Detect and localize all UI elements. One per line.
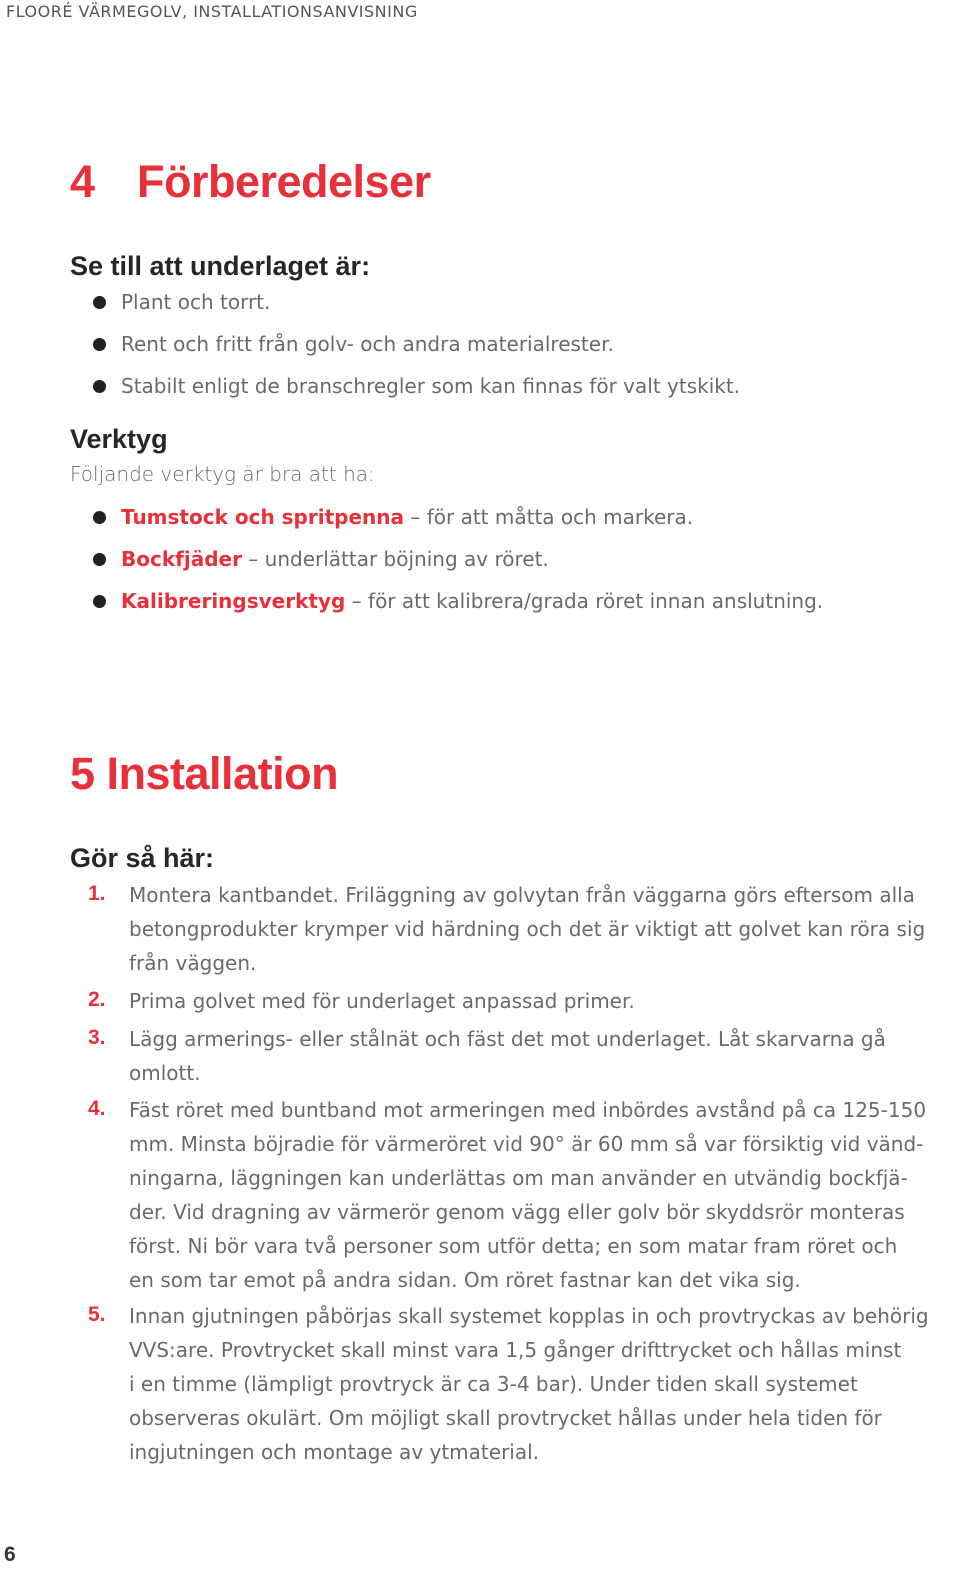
bullet-icon [93,338,106,351]
bullet-icon [93,296,106,309]
section-4-number: 4 [70,156,95,207]
tools-intro: Följande verktyg är bra att ha: [70,462,375,486]
bullet-icon [93,595,106,608]
tool-description: – underlättar böjning av röret. [241,547,549,571]
tool-name: Kalibreringsverktyg [121,589,346,613]
tool-description: – för att kalibrera/grada röret innan anslutning. [345,589,824,613]
step-text: Prima golvet med för underlaget anpassad primer. [129,989,635,1013]
page-number: 6 [4,1543,16,1566]
step-text: Lägg armerings- eller stålnät och fäst det mot underlaget. Låt skarvarna gå omlott. [129,1027,886,1085]
prerequisites-subheading: Se till att underlaget är: [70,251,371,281]
step-number: 4. [88,1097,106,1120]
section-4-heading [70,156,431,208]
tool-name: Bockfjäder [121,547,242,571]
prerequisite-item: Rent och fritt från golv- och andra materialrester. [121,332,614,356]
instructions-subheading: Gör så här: [70,843,215,873]
tools-heading: Verktyg [70,424,168,454]
tool-name: Tumstock och spritpenna [121,505,404,529]
tool-item [121,547,549,571]
tool-item [121,589,823,613]
tool-item [121,505,693,529]
section-4-title: Förberedelser [137,156,431,207]
step-number: 1. [88,882,106,905]
prerequisite-item: Plant och torrt. [121,290,271,314]
bullet-icon [93,553,106,566]
prerequisite-item: Stabilt enligt de branschregler som kan finnas för valt ytskikt. [121,374,741,398]
running-header: FLOORÉ VÄRMEGOLV, INSTALLATIONSANVISNING [6,2,418,21]
step-number: 5. [88,1303,106,1326]
step-text: Montera kantbandet. Friläggning av golvytan från väggarna görs eftersom alla betongprodukter krymper vid härdning och det är viktigt att golvet kan röra sig från väggen. [129,883,926,975]
tool-description: – för att måtta och markera. [404,505,694,529]
step-text: Innan gjutningen påbörjas skall systemet kopplas in och provtryckas av behörig VVS:are. Provtrycket skall minst vara 1,5 gånger drifttrycket och hållas minst i en timme (lämpligt provtryck är ca 3-4 bar). Under tiden skall systemet observeras okulärt. Om möjligt skall provtrycket hållas under hela tiden för ingjutningen och montage av ytmaterial. [129,1304,929,1464]
step-number: 2. [88,988,106,1011]
step-text: Fäst röret med buntband mot armeringen med inbördes avstånd på ca 125-150 mm. Minsta böjradie för värmeröret vid 90° är 60 mm så var försiktig vid vänd- ningarna, läggningen kan underlättas om man använder en utvändig bockfjä- der. Vid dragning av värmerör genom vägg eller golv bör skyddsrör monteras först. Ni bör vara två personer som utför detta; en som matar fram röret och en som tar emot på andra sidan. Om röret fastnar kan det vika sig. [129,1098,927,1292]
step-number: 3. [88,1026,106,1049]
bullet-icon [93,380,106,393]
bullet-icon [93,511,106,524]
section-5-heading: 5 Installation [70,748,339,799]
